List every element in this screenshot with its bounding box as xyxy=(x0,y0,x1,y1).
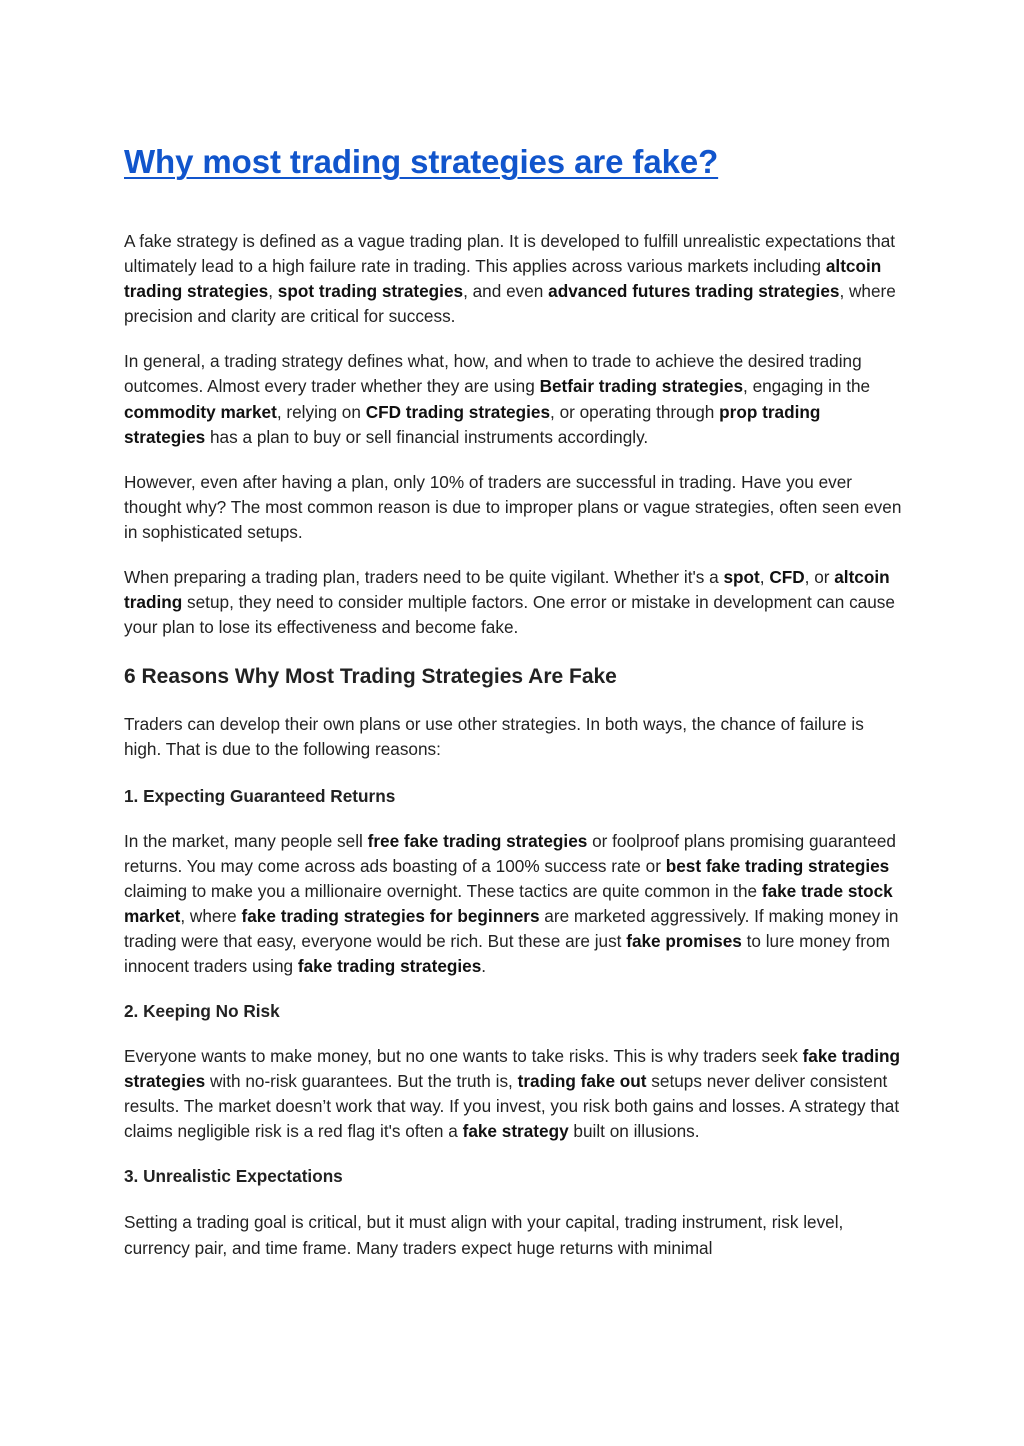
bold-keyword: fake trading strategies xyxy=(297,955,482,976)
bold-keyword: fake trading strategies for beginners xyxy=(241,905,540,926)
text-run: Everyone wants to make money, but no one wants to take risks. This is why traders seek xyxy=(124,1046,803,1067)
text-run: , or xyxy=(804,567,835,588)
paragraph-intro xyxy=(124,229,904,329)
subheading-guaranteed-returns: 1. Expecting Guaranteed Returns xyxy=(124,785,396,806)
bold-keyword: altcoin trading strategies xyxy=(124,256,882,302)
text-run: , engaging in the xyxy=(743,376,871,397)
text-run: , relying on xyxy=(276,401,366,422)
page-title[interactable]: Why most trading strategies are fake? xyxy=(124,143,719,180)
text-run: In the market, many people sell xyxy=(124,830,368,851)
text-run: , where xyxy=(180,905,242,926)
bold-keyword: Betfair trading strategies xyxy=(539,376,744,397)
paragraph-no-risk xyxy=(124,1044,904,1144)
text-run: A fake strategy is defined as a vague trading plan. It is developed to fulfill unrealistic expectations that ultimately lead to a high failure rate in trading. This applies across various markets including xyxy=(124,231,896,277)
bold-keyword: commodity market xyxy=(124,401,277,422)
paragraph-definition xyxy=(124,349,904,449)
bold-keyword: advanced futures trading strategies xyxy=(548,281,840,302)
text-run: , and even xyxy=(463,281,549,302)
bold-keyword: best fake trading strategies xyxy=(665,855,890,876)
text-run: , xyxy=(759,567,770,588)
bold-keyword: spot xyxy=(723,567,760,588)
paragraph-guaranteed-returns xyxy=(124,829,904,980)
paragraph-success-rate xyxy=(124,470,904,545)
text-run: , xyxy=(268,281,278,302)
text-run: In general, a trading strategy defines what, how, and when to trade to achieve the desired trading outcomes. Almost every trader whether they are using xyxy=(124,351,862,397)
text-run: to lure money from innocent traders using xyxy=(124,930,890,976)
text-run: Traders can develop their own plans or use other strategies. In both ways, the chance of failure is high. That is due to the following reasons: xyxy=(124,714,864,760)
subheading-no-risk: 2. Keeping No Risk xyxy=(124,1001,280,1022)
text-run: are marketed aggressively. If making money in trading were that easy, everyone would be rich. But these are just xyxy=(124,905,899,951)
text-run: , where precision and clarity are critical for success. xyxy=(124,281,896,327)
subheading-unrealistic-expectations: 3. Unrealistic Expectations xyxy=(124,1166,343,1187)
paragraph-vigilance xyxy=(124,565,904,640)
text-run: or foolproof plans promising guaranteed returns. You may come across ads boasting of a 100% success rate or xyxy=(124,830,896,876)
document-page xyxy=(124,140,904,1261)
text-run: . xyxy=(481,955,487,976)
bold-keyword: fake strategy xyxy=(462,1121,569,1142)
bold-keyword: trading fake out xyxy=(517,1071,647,1092)
text-run: However, even after having a plan, only 10% of traders are successful in trading. Have you ever thought why? The most common reason is due to improper plans or vague strategies, often seen even in sophisticated setups. xyxy=(124,471,902,542)
paragraph-reasons-intro xyxy=(124,712,904,762)
bold-keyword: CFD trading strategies xyxy=(365,401,551,422)
bold-keyword: free fake trading strategies xyxy=(367,830,588,851)
text-run: setups never deliver consistent results. The market doesn’t work that way. If you invest, you risk both gains and losses. A strategy that claims negligible risk is a red flag it's often a xyxy=(124,1071,900,1142)
paragraph-unrealistic-expectations xyxy=(124,1210,904,1260)
bold-keyword: CFD xyxy=(769,567,805,588)
bold-keyword: fake trade stock market xyxy=(124,880,893,926)
bold-keyword: prop trading strategies xyxy=(124,401,821,447)
text-run: claiming to make you a millionaire overnight. These tactics are quite common in the xyxy=(124,880,762,901)
text-run: , or operating through xyxy=(550,401,720,422)
bold-keyword: fake trading strategies xyxy=(124,1046,900,1092)
text-run: setup, they need to consider multiple factors. One error or mistake in development can cause your plan to lose its effectiveness and become fake. xyxy=(124,592,895,638)
text-run: When preparing a trading plan, traders need to be quite vigilant. Whether it's a xyxy=(124,567,724,588)
text-run: with no-risk guarantees. But the truth is, xyxy=(205,1071,518,1092)
text-run: built on illusions. xyxy=(568,1121,700,1142)
text-run: Setting a trading goal is critical, but it must align with your capital, trading instrument, risk level, currency pair, and time frame. Many traders expect huge returns with minimal xyxy=(124,1212,844,1258)
bold-keyword: fake promises xyxy=(626,930,742,951)
section-heading-reasons: 6 Reasons Why Most Trading Strategies Are Fake xyxy=(124,665,617,689)
text-run: has a plan to buy or sell financial instruments accordingly. xyxy=(205,426,649,447)
bold-keyword: spot trading strategies xyxy=(277,281,464,302)
bold-keyword: altcoin trading xyxy=(124,567,890,613)
